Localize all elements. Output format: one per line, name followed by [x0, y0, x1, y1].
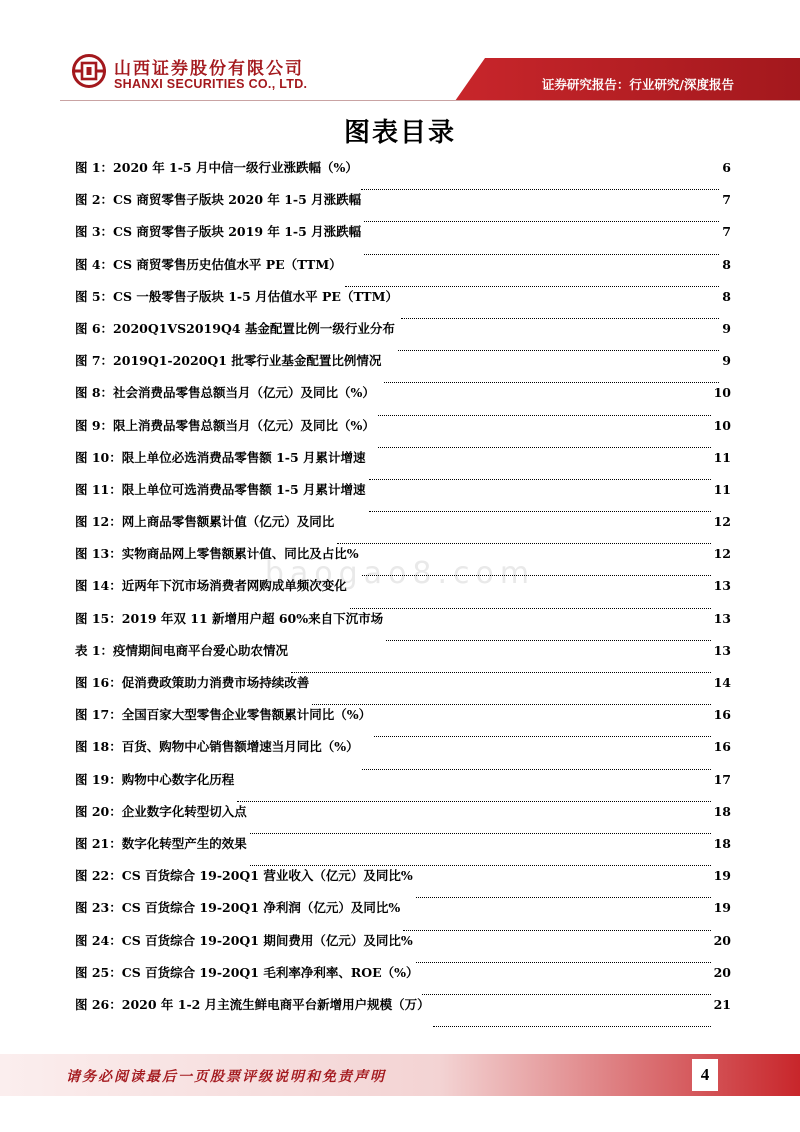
page-header [0, 0, 800, 110]
toc-entry-page: 11 [713, 449, 731, 465]
toc-entry-label: 图 16：促消费政策助力消费市场持续改善 [75, 675, 310, 690]
toc-entry-page: 21 [713, 996, 731, 1012]
toc-entry[interactable] [75, 998, 731, 1030]
toc-entry-label: 图 7：2019Q1-2020Q1 批零行业基金配置比例情况 [75, 353, 382, 369]
toc-entry-label: 图 5：CS 一般零售子版块 1-5 月估值水平 PE（TTM） [75, 288, 398, 304]
toc-entry[interactable] [75, 419, 731, 451]
toc-entry[interactable] [75, 386, 731, 418]
toc-leader-dots [398, 349, 719, 351]
toc-entry-label: 图 9：限上消费品零售总额当月（亿元）及同比（%） [75, 417, 375, 433]
toc-entry[interactable] [75, 290, 731, 322]
toc-leader-dots [362, 768, 711, 770]
toc-entry-page: 10 [713, 385, 731, 401]
toc-leader-dots [337, 542, 710, 544]
toc-leader-dots [374, 735, 710, 737]
toc-entry-page: 16 [713, 707, 731, 723]
toc-entry-page: 14 [713, 675, 731, 690]
toc-entry-page: 12 [713, 546, 731, 562]
toc-entry-page: 20 [713, 932, 731, 948]
toc-entry[interactable] [75, 966, 731, 998]
page-footer [0, 1054, 800, 1096]
toc-entry-page: 16 [713, 739, 731, 755]
toc-entry-page: 8 [722, 288, 731, 304]
toc-entry-label: 图 19：购物中心数字化历程 [75, 771, 235, 787]
toc-entry-label: 图 22：CS 百货综合 19-20Q1 营业收入（亿元）及同比% [75, 868, 413, 884]
toc-leader-dots [416, 896, 711, 898]
toc-entry-page: 7 [722, 224, 731, 240]
toc-entry-page: 18 [713, 803, 731, 819]
disclaimer-text: 请务必阅读最后一页股票评级说明和免责声明 [66, 1069, 386, 1085]
toc-entry[interactable] [75, 934, 731, 966]
toc-entry-page: 9 [722, 320, 731, 336]
toc-entry-label: 图 11：限上单位可选消费品零售额 1-5 月累计增速 [75, 481, 366, 497]
toc-entry-page: 20 [713, 964, 731, 980]
toc-entry-page: 8 [722, 256, 731, 272]
toc-leader-dots [312, 703, 710, 705]
toc-entry-page: 13 [713, 610, 731, 626]
toc-entry[interactable] [75, 451, 731, 483]
toc-entry-page: 13 [713, 642, 731, 658]
toc-entry[interactable] [75, 258, 731, 290]
toc-leader-dots [250, 864, 711, 866]
toc-entry-label: 图 12：网上商品零售额累计值（亿元）及同比 [75, 514, 335, 530]
page-number: 4 [692, 1059, 718, 1091]
toc-entry-label: 图 10：限上单位必选消费品零售额 1-5 月累计增速 [75, 449, 366, 465]
toc-entry-label: 图 1：2020 年 1-5 月中信一级行业涨跌幅（%） [75, 160, 358, 175]
toc-entry-label: 图 2：CS 商贸零售子版块 2020 年 1-5 月涨跌幅 [75, 192, 362, 208]
toc-entry[interactable] [75, 193, 731, 225]
toc-entry[interactable] [75, 740, 731, 772]
toc-entry[interactable] [75, 773, 731, 805]
toc-entry-page: 12 [713, 514, 731, 530]
toc-entry-label: 图 6：2020Q1VS2019Q4 基金配置比例一级行业分布 [75, 320, 395, 336]
toc-leader-dots [384, 381, 719, 383]
toc-leader-dots [362, 574, 711, 576]
toc-entry-page: 13 [713, 578, 731, 594]
toc-leader-dots [369, 478, 711, 480]
toc-entry[interactable] [75, 837, 731, 869]
toc-leader-dots [401, 317, 719, 319]
table-of-figures [75, 161, 731, 1030]
toc-entry[interactable] [75, 708, 731, 740]
toc-entry-page: 19 [713, 900, 731, 916]
toc-leader-dots [250, 832, 711, 834]
toc-entry-label: 图 20：企业数字化转型切入点 [75, 803, 247, 819]
toc-leader-dots [345, 285, 720, 287]
toc-entry[interactable] [75, 161, 731, 193]
toc-entry-page: 18 [713, 835, 731, 851]
toc-leader-dots [378, 414, 711, 416]
toc-leader-dots [237, 800, 710, 802]
toc-entry[interactable] [75, 354, 731, 386]
toc-entry-page: 10 [713, 417, 731, 433]
toc-entry-label: 图 13：实物商品网上零售额累计值、同比及占比% [75, 546, 359, 562]
toc-entry-label: 图 3：CS 商贸零售子版块 2019 年 1-5 月涨跌幅 [75, 224, 362, 240]
report-type-label: 证券研究报告：行业研究/深度报告 [541, 77, 734, 92]
toc-entry-label: 图 15：2019 年双 11 新增用户超 60%来自下沉市场 [75, 610, 384, 626]
toc-entry[interactable] [75, 805, 731, 837]
header-divider [60, 100, 800, 101]
toc-entry[interactable] [75, 322, 731, 354]
toc-entry-label: 图 23：CS 百货综合 19-20Q1 净利润（亿元）及同比% [75, 900, 401, 916]
toc-entry-label: 图 21：数字化转型产生的效果 [75, 835, 247, 851]
toc-leader-dots [422, 993, 711, 995]
toc-entry-label: 图 24：CS 百货综合 19-20Q1 期间费用（亿元）及同比% [75, 932, 413, 948]
toc-entry[interactable] [75, 676, 731, 708]
company-name-en: SHANXI SECURITIES CO., LTD. [114, 77, 308, 91]
toc-entry-label: 图 17：全国百家大型零售企业零售额累计同比（%） [75, 707, 372, 723]
toc-entry-label: 图 8：社会消费品零售总额当月（亿元）及同比（%） [75, 385, 375, 401]
toc-leader-dots [364, 220, 719, 222]
toc-leader-dots [403, 929, 710, 931]
toc-entry-page: 11 [713, 481, 731, 497]
toc-leader-dots [369, 510, 711, 512]
toc-entry[interactable] [75, 644, 731, 676]
toc-entry[interactable] [75, 547, 731, 579]
page-title: 图表目录 [343, 118, 456, 148]
toc-entry[interactable] [75, 901, 731, 933]
toc-leader-dots [291, 671, 711, 673]
toc-leader-dots [386, 639, 710, 641]
company-name-cn: 山西证券股份有限公司 [114, 59, 304, 79]
toc-entry-label: 图 18：百货、购物中心销售额增速当月同比（%） [75, 739, 359, 755]
toc-leader-dots [378, 446, 711, 448]
shanxi-securities-logo-icon [72, 54, 106, 88]
toc-entry-label: 图 25：CS 百货综合 19-20Q1 毛利率净利率、ROE（%） [75, 964, 419, 980]
toc-entry-page: 19 [713, 868, 731, 884]
toc-entry[interactable] [75, 483, 731, 515]
toc-entry-label: 表 1：疫情期间电商平台爱心助农情况 [75, 642, 289, 658]
toc-entry[interactable] [75, 869, 731, 901]
toc-entry-page: 7 [722, 192, 731, 208]
toc-entry-label: 图 14：近两年下沉市场消费者网购成单频次变化 [75, 578, 347, 594]
toc-entry[interactable] [75, 515, 731, 547]
toc-entry[interactable] [75, 612, 731, 644]
toc-entry-page: 6 [722, 160, 731, 175]
toc-entry-page: 17 [713, 771, 731, 787]
toc-leader-dots [433, 1025, 711, 1027]
toc-leader-dots [361, 188, 719, 190]
watermark: baogao8.com [264, 556, 536, 591]
toc-entry-label: 图 26：2020 年 1-2 月主流生鲜电商平台新增用户规模（万） [75, 996, 430, 1012]
toc-entry-label: 图 4：CS 商贸零售历史估值水平 PE（TTM） [75, 256, 342, 272]
toc-entry[interactable] [75, 579, 731, 611]
toc-entry-page: 9 [722, 353, 731, 369]
toc-leader-dots [416, 961, 711, 963]
toc-entry[interactable] [75, 225, 731, 257]
toc-leader-dots [364, 253, 719, 255]
toc-leader-dots [350, 607, 711, 609]
